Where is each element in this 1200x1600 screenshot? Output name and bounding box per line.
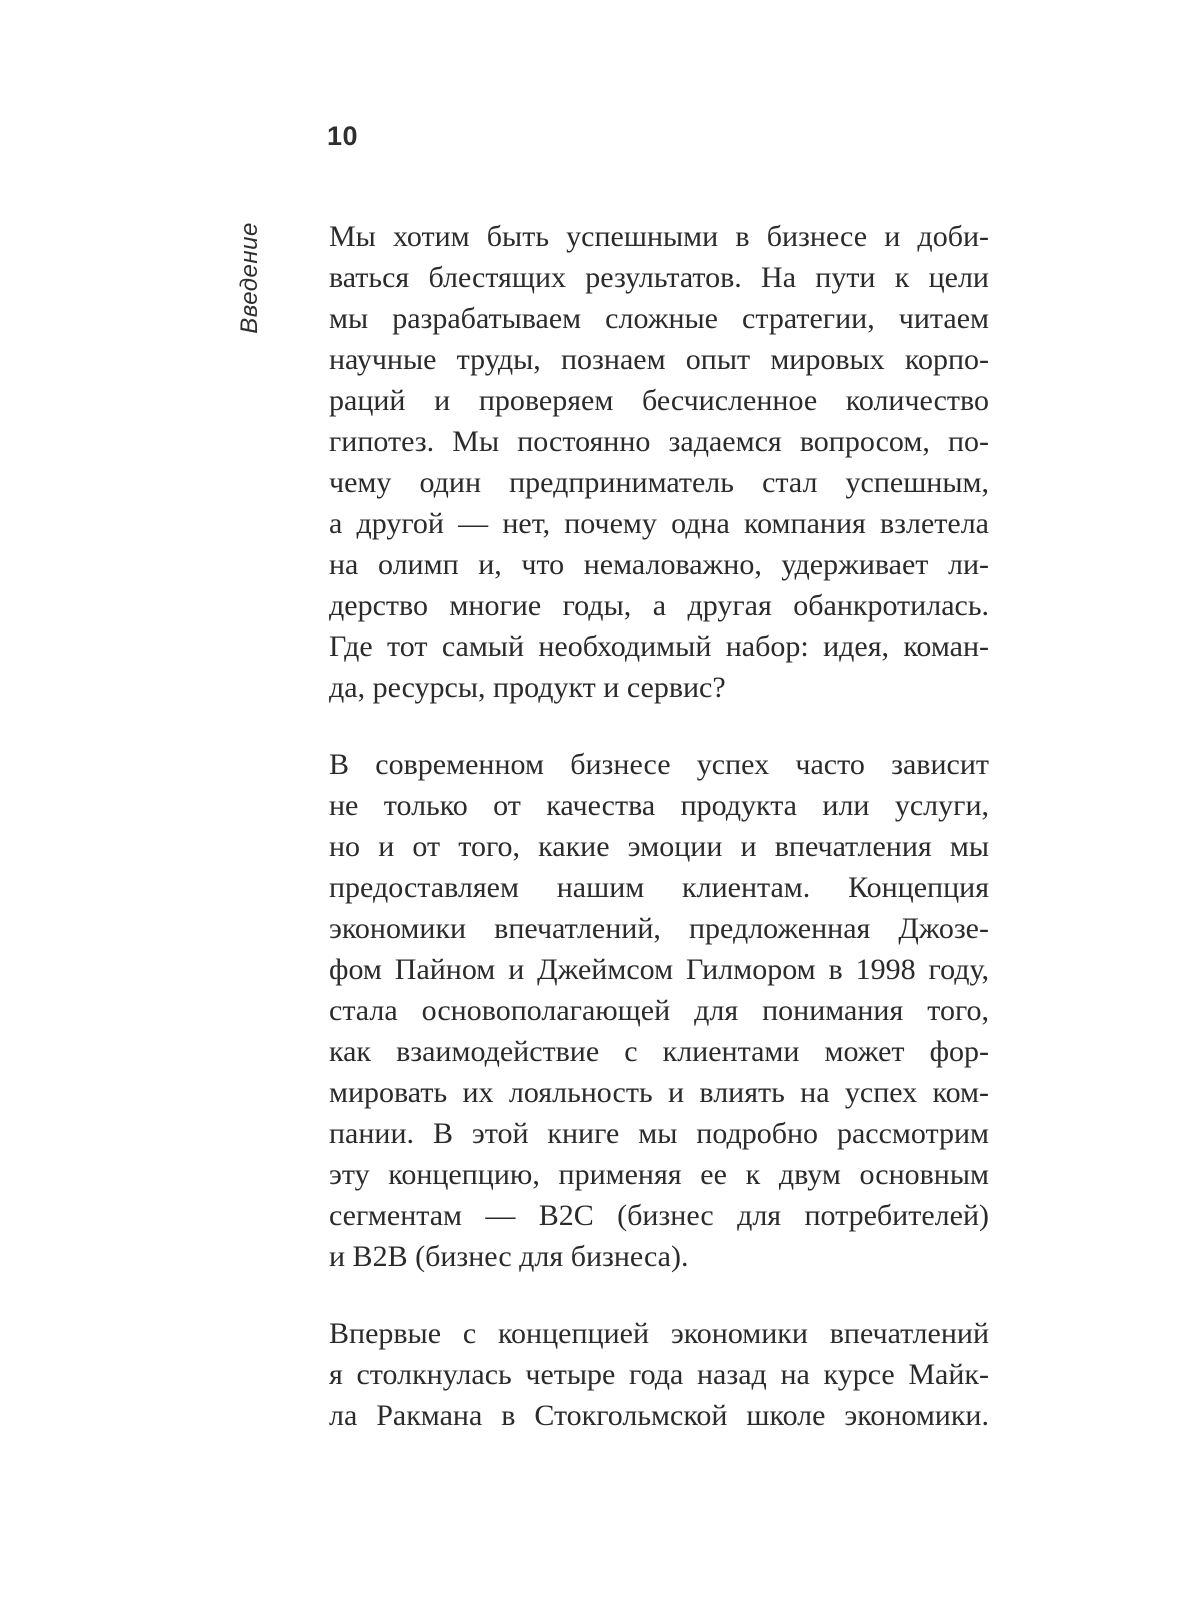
text-line: а другой — нет, почему одна компания взлетела xyxy=(329,507,989,540)
text-line: мы разрабатываем сложные стратегии, читаем xyxy=(329,302,989,335)
text-line: предоставляем нашим клиентам. Концепция xyxy=(329,871,989,904)
text-line: я столкнулась четыре года назад на курсе Майк- xyxy=(329,1358,989,1391)
text-line: Впервые с концепцией экономики впечатлений xyxy=(329,1317,989,1350)
text-line: как взаимодействие с клиентами может фор- xyxy=(329,1035,989,1068)
text-line: чему один предприниматель стал успешным, xyxy=(329,466,989,499)
paragraph xyxy=(329,1313,989,1436)
text-line: научные труды, познаем опыт мировых корпо- xyxy=(329,343,989,376)
page-number: 10 xyxy=(327,121,359,151)
text-line: гипотез. Мы постоянно задаемся вопросом, по- xyxy=(329,425,989,458)
text-line: Мы хотим быть успешными в бизнесе и доби- xyxy=(329,220,989,253)
body-text xyxy=(329,216,989,1472)
paragraph xyxy=(329,216,989,708)
text-line: стала основополагающей для понимания того, xyxy=(329,994,989,1027)
text-line: экономики впечатлений, предложенная Джозе- xyxy=(329,912,989,945)
text-line: эту концепцию, применяя ее к двум основным xyxy=(329,1158,989,1191)
text-line: да, ресурсы, продукт и сервис? xyxy=(329,671,726,704)
text-line: ла Ракмана в Стокгольмской школе экономики. xyxy=(329,1399,989,1432)
text-line: и B2B (бизнес для бизнеса). xyxy=(329,1240,689,1273)
running-header: Введение xyxy=(236,222,263,334)
text-line: не только от качества продукта или услуги, xyxy=(329,789,989,822)
text-line: дерство многие годы, а другая обанкротилась. xyxy=(329,589,989,622)
text-line: В современном бизнесе успех часто зависит xyxy=(329,748,989,781)
text-line: пании. В этой книге мы подробно рассмотрим xyxy=(329,1117,989,1150)
text-line: фом Пайном и Джеймсом Гилмором в 1998 году, xyxy=(329,953,989,986)
text-line: мировать их лояльность и влиять на успех ком- xyxy=(329,1076,989,1109)
text-line: Где тот самый необходимый набор: идея, коман- xyxy=(329,630,989,663)
text-line: раций и проверяем бесчисленное количество xyxy=(329,384,989,417)
text-line: сегментам — B2C (бизнес для потребителей) xyxy=(329,1199,989,1232)
text-line: но и от того, какие эмоции и впечатления мы xyxy=(329,830,989,863)
text-line: на олимп и, что немаловажно, удерживает ли- xyxy=(329,548,989,581)
text-line: ваться блестящих результатов. На пути к цели xyxy=(329,261,989,294)
paragraph xyxy=(329,744,989,1277)
